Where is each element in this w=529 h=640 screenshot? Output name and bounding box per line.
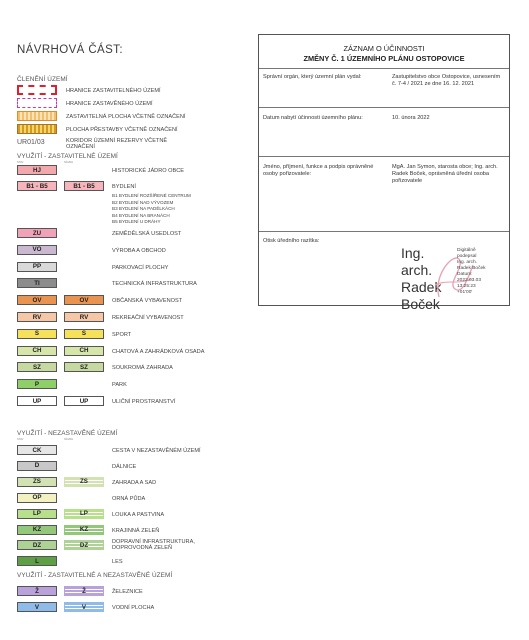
swatch-s-navrh: S: [64, 329, 104, 339]
swatch-dz-navrh: DZ: [64, 540, 104, 550]
section-cleneni-heading: ČLENĚNÍ ÚZEMÍ: [17, 76, 68, 83]
legend-label: LES: [112, 559, 123, 566]
legend-label: CESTA V NEZASTAVĚNÉM ÚZEMÍ: [112, 448, 201, 454]
swatch-zs-navrh: ZS: [64, 477, 104, 487]
effectiveness-record: [258, 34, 510, 312]
record-subtitle: ZMĚNY Č. 1 ÚZEMNÍHO PLÁNU OSTOPOVICE: [303, 54, 465, 63]
section-oboje-heading: VYUŽITÍ - ZASTAVITELNÉ A NEZASTAVĚNÉ ÚZEMÍ: [17, 572, 173, 579]
swatch-vo-stav: VO: [17, 245, 57, 255]
swatch-p-stav: P: [17, 379, 57, 389]
record-value: 10. února 2022: [392, 115, 430, 121]
swatch-ck-stav: CK: [17, 445, 57, 455]
swatch-dz-stav: DZ: [17, 540, 57, 550]
corridor-reserve-symbol: UR01/03: [17, 138, 45, 146]
swatch-rv-navrh: RV: [64, 312, 104, 322]
legend-label: PLOCHA PŘESTAVBY VČETNĚ OZNAČENÍ: [66, 127, 178, 133]
swatch-bydleni-navrh: B1 - B5: [64, 181, 104, 191]
section-nezastavene-heading: VYUŽITÍ - NEZASTAVĚNÉ ÚZEMÍ: [17, 430, 118, 437]
legend-label: HRANICE ZASTAVĚNÉHO ÚZEMÍ: [66, 101, 153, 107]
list-item: B5 BYDLENÍ U DRÁHY: [112, 219, 161, 225]
swatch-lp-navrh: LP: [64, 509, 104, 519]
divider: [259, 156, 509, 157]
swatch-ti-stav: TI: [17, 278, 57, 288]
legend-label: VÝROBA A OBCHOD: [112, 247, 166, 254]
legend-label: VODNÍ PLOCHA: [112, 605, 155, 611]
record-title: ZÁZNAM O ÚČINNOSTI: [343, 44, 425, 53]
swatch-v-navrh: V: [64, 602, 104, 612]
legend-label: ORNÁ PŮDA: [112, 495, 146, 502]
column-label-stav: STAV: [17, 161, 24, 164]
legend-label: KRAJINNÁ ZELEŇ: [112, 527, 160, 534]
swatch-kz-stav: KZ: [17, 525, 57, 535]
legend-label: ZAHRADA A SAD: [112, 479, 157, 486]
swatch-ž-stav: Ž: [17, 586, 57, 596]
swatch-kz-navrh: KZ: [64, 525, 104, 535]
divider: [259, 68, 509, 69]
swatch-op-stav: OP: [17, 493, 57, 503]
boundary-buildable-symbol: [17, 85, 57, 95]
swatch-ov-stav: OV: [17, 295, 57, 305]
record-value: Zastupitelstvo obce Ostopovice, usnesením č. 7-4 / 2021 ze dne 16. 12. 2021: [392, 74, 501, 87]
bydleni-sublist: [112, 193, 191, 226]
swatch-up-navrh: UP: [64, 396, 104, 406]
legend-label: DOPRAVNÍ INFRASTRUKTURA, DOPROVODNÁ ZELEŇ: [112, 539, 195, 552]
list-item: B1 BYDLENÍ ROZŠÍŘENÉ CENTRUM: [112, 193, 191, 198]
legend-label: KORIDOR ÚZEMNÍ REZERVY VČETNĚ OZNAČENÍ: [66, 138, 168, 150]
legend-label: ZASTAVITELNÁ PLOCHA VČETNĚ OZNAČENÍ: [66, 114, 186, 120]
swatch-pp-stav: PP: [17, 262, 57, 272]
swatch-s-stav: S: [17, 329, 57, 339]
record-label: Otisk úředního razítka:: [263, 238, 320, 244]
legend-label: HISTORICKÉ JÁDRO OBCE: [112, 168, 185, 174]
buildable-area-symbol: [17, 111, 57, 121]
signature-name: Ing. arch. Radek Boček: [401, 245, 442, 312]
swatch-ž-navrh: Ž: [64, 586, 104, 596]
legend-label: TECHNICKÁ INFRASTRUKTURA: [112, 281, 197, 288]
swatch-zs-stav: ZS: [17, 477, 57, 487]
legend-label: PARK: [112, 382, 127, 389]
list-item: B3 BYDLENÍ NA PADĚLKÁCH: [112, 206, 175, 212]
legend-label: SOUKROMÁ ZAHRADA: [112, 365, 173, 372]
legend-label: DÁLNICE: [112, 463, 137, 470]
signature-info: Digitálně podepsal Ing. arch. Radek Boček Datum: 2022.03.03 13:25:23 +01'00': [457, 248, 486, 295]
swatch-ch-navrh: CH: [64, 346, 104, 356]
legend-label: ŽELEZNICE: [112, 589, 143, 595]
legend-label: REKREAČNÍ VYBAVENOST: [112, 315, 184, 321]
legend-label: ZEMĚDĚLSKÁ USEDLOST: [112, 231, 182, 237]
legend-label: OBČANSKÁ VYBAVENOST: [112, 298, 183, 305]
page-title: NÁVRHOVÁ ČÁST:: [17, 44, 123, 56]
column-label-navrh: NÁVRH: [64, 438, 74, 441]
record-value: MgA. Jan Symon, starosta obce; Ing. arch. Radek Boček, oprávněná úřední osoba pořizovatele: [392, 164, 498, 184]
boundary-built-symbol: [17, 98, 57, 108]
swatch-sz-stav: SZ: [17, 362, 57, 372]
swatch-d-stav: D: [17, 461, 57, 471]
swatch-l-stav: L: [17, 556, 57, 566]
record-label: Jméno, příjmení, funkce a podpis oprávněné osoby pořizovatele:: [263, 164, 374, 177]
swatch-zu-stav: ZU: [17, 228, 57, 238]
legend-label: PARKOVACÍ PLOCHY: [112, 264, 169, 271]
legend-label: CHATOVÁ A ZAHRÁDKOVÁ OSADA: [112, 348, 205, 355]
section-zastavitelne-heading: VYUŽITÍ - ZASTAVITELNÉ ÚZEMÍ: [17, 153, 118, 160]
legend-label: LOUKA A PASTVINA: [112, 511, 165, 518]
column-label-navrh: NÁVRH: [64, 161, 74, 164]
divider: [259, 107, 509, 108]
swatch-ov-navrh: OV: [64, 295, 104, 305]
redevelopment-area-symbol: [17, 124, 57, 134]
list-item: B2 BYDLENÍ NAD VÝVOZEM: [112, 199, 174, 205]
divider: [259, 231, 509, 232]
column-label-stav: STAV: [17, 438, 24, 441]
swatch-up-stav: UP: [17, 396, 57, 406]
legend-label: SPORT: [112, 331, 132, 338]
swatch-lp-stav: LP: [17, 509, 57, 519]
swatch-ch-stav: CH: [17, 346, 57, 356]
swatch-hj: HJ: [17, 165, 57, 175]
swatch-v-stav: V: [17, 602, 57, 612]
list-item: B4 BYDLENÍ NA BRANÁCH: [112, 212, 170, 218]
record-label: Datum nabytí účinnosti územního plánu:: [263, 115, 363, 121]
record-label: Správní orgán, který územní plán vydal:: [263, 74, 362, 80]
legend-label: HRANICE ZASTAVITELNÉHO ÚZEMÍ: [66, 88, 161, 94]
legend-label: BYDLENÍ: [112, 184, 136, 190]
legend-label: ULIČNÍ PROSTRANSTVÍ: [112, 399, 176, 405]
swatch-bydleni-stav: B1 - B5: [17, 181, 57, 191]
swatch-sz-navrh: SZ: [64, 362, 104, 372]
swatch-rv-stav: RV: [17, 312, 57, 322]
